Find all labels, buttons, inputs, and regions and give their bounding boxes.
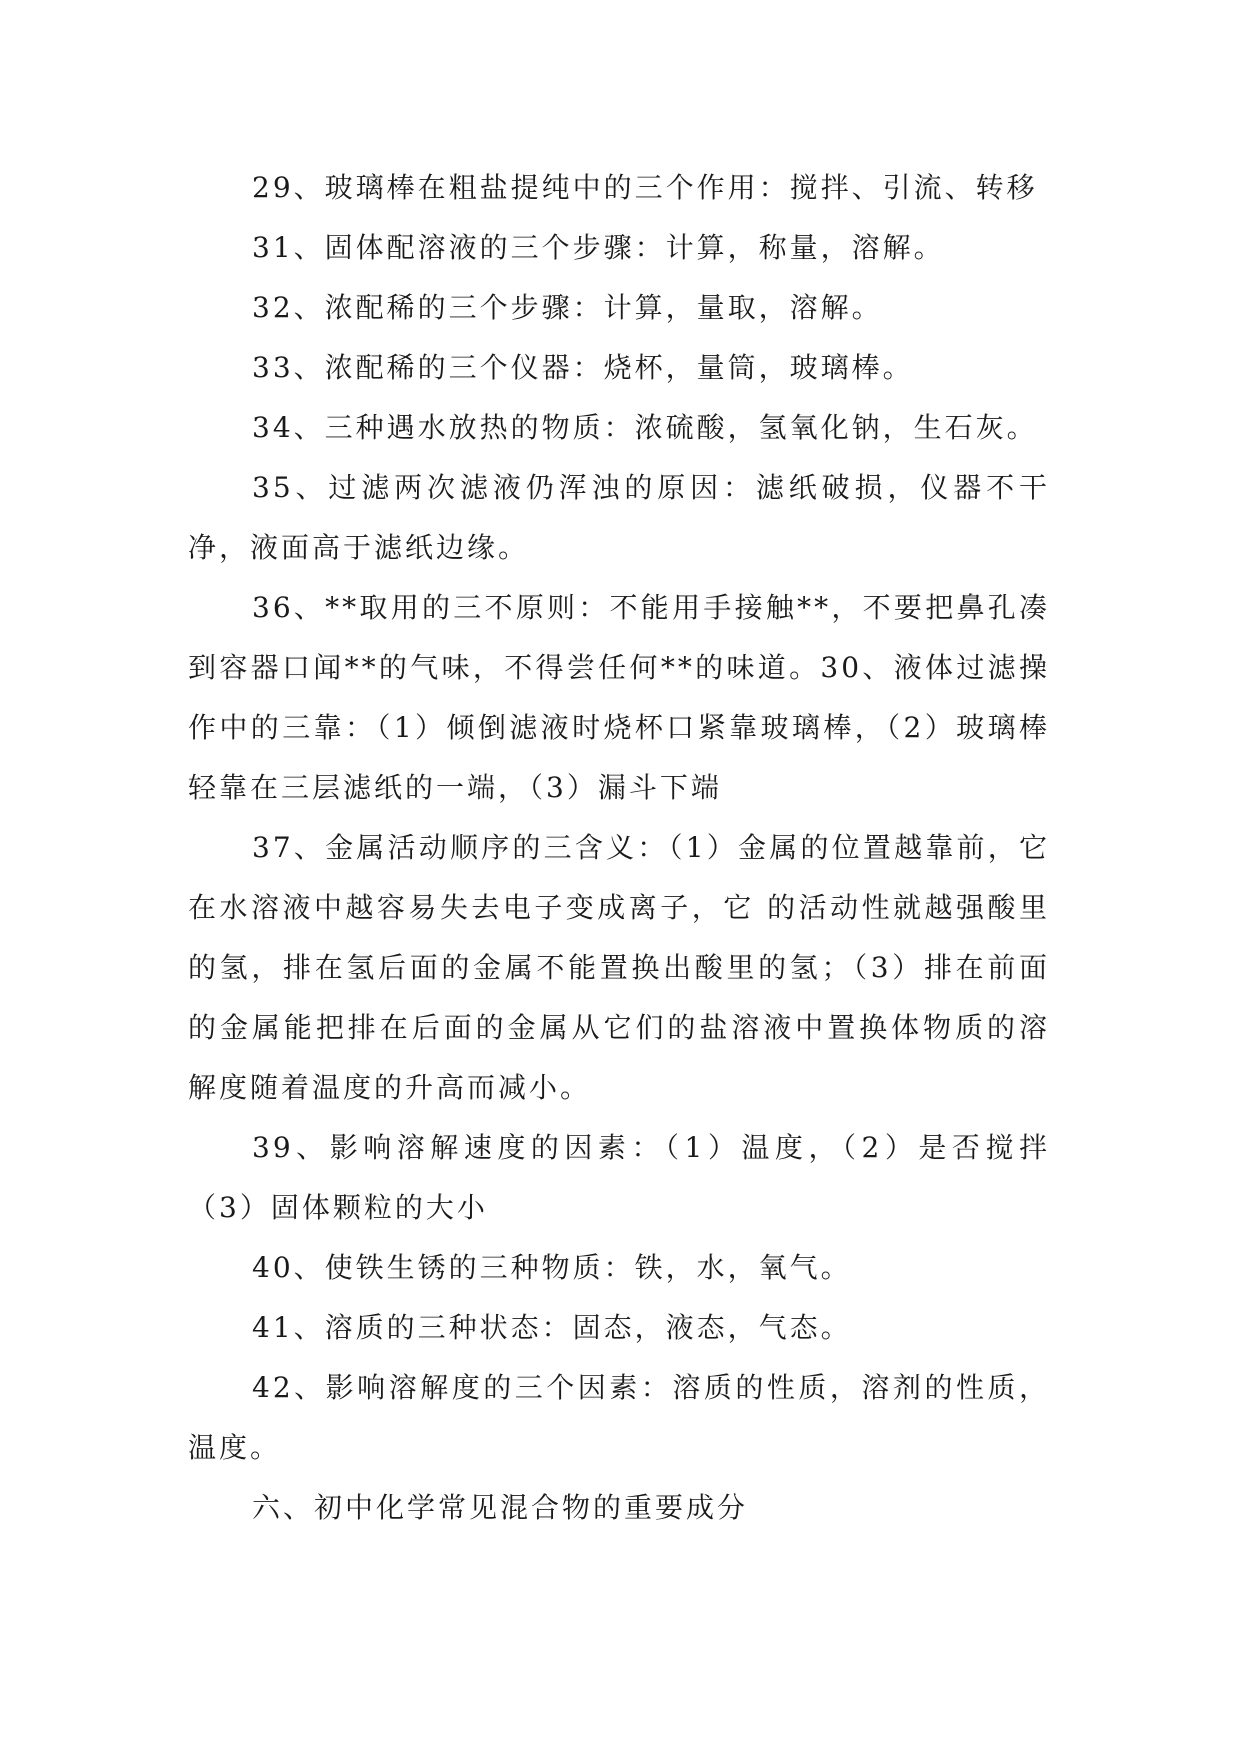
paragraph-32: 32、浓配稀的三个步骤：计算，量取，溶解。 [252,291,883,324]
paragraph-41: 41、溶质的三种状态：固态，液态，气态。 [252,1311,852,1344]
paragraph-35: 35、过滤两次滤液仍浑浊的原因：滤纸破损，仪器不干净，液面高于滤纸边缘。 [188,471,1050,564]
paragraph-34: 34、三种遇水放热的物质：浓硫酸，氢氧化钠，生石灰。 [252,411,1038,444]
paragraph-42: 42、影响溶解度的三个因素：溶质的性质，溶剂的性质，温度。 [188,1371,1050,1464]
section-heading-6: 六、初中化学常见混合物的重要成分 [252,1491,749,1524]
paragraph-33: 33、浓配稀的三个仪器：烧杯，量筒，玻璃棒。 [252,351,914,384]
paragraph-31: 31、固体配溶液的三个步骤：计算，称量，溶解。 [252,231,945,264]
paragraph-40: 40、使铁生锈的三种物质：铁，水，氧气。 [252,1251,852,1284]
paragraph-39: 39、影响溶解速度的因素：（1）温度，（2）是否搅拌（3）固体颗粒的大小 [188,1131,1050,1224]
document-body [188,158,1050,1538]
paragraph-37: 37、金属活动顺序的三含义：（1）金属的位置越靠前，它在水溶液中越容易失去电子变成离子，它 的活动性就越强酸里的氢，排在氢后面的金属不能置换出酸里的氢；（3）排在前面的金属能把排在后面的金属从它们的盐溶液中置换体物质的溶解度随着温度的升高而减小。 [188,831,1050,1104]
paragraph-36: 36、**取用的三不原则：不能用手接触**，不要把鼻孔凑到容器口闻**的气味，不得尝任何**的味道。30、液体过滤操作中的三靠：（1）倾倒滤液时烧杯口紧靠玻璃棒，（2）玻璃棒轻靠在三层滤纸的一端，（3）漏斗下端 [188,591,1050,804]
paragraph-29: 29、玻璃棒在粗盐提纯中的三个作用：搅拌、引流、转移 [252,171,1038,204]
